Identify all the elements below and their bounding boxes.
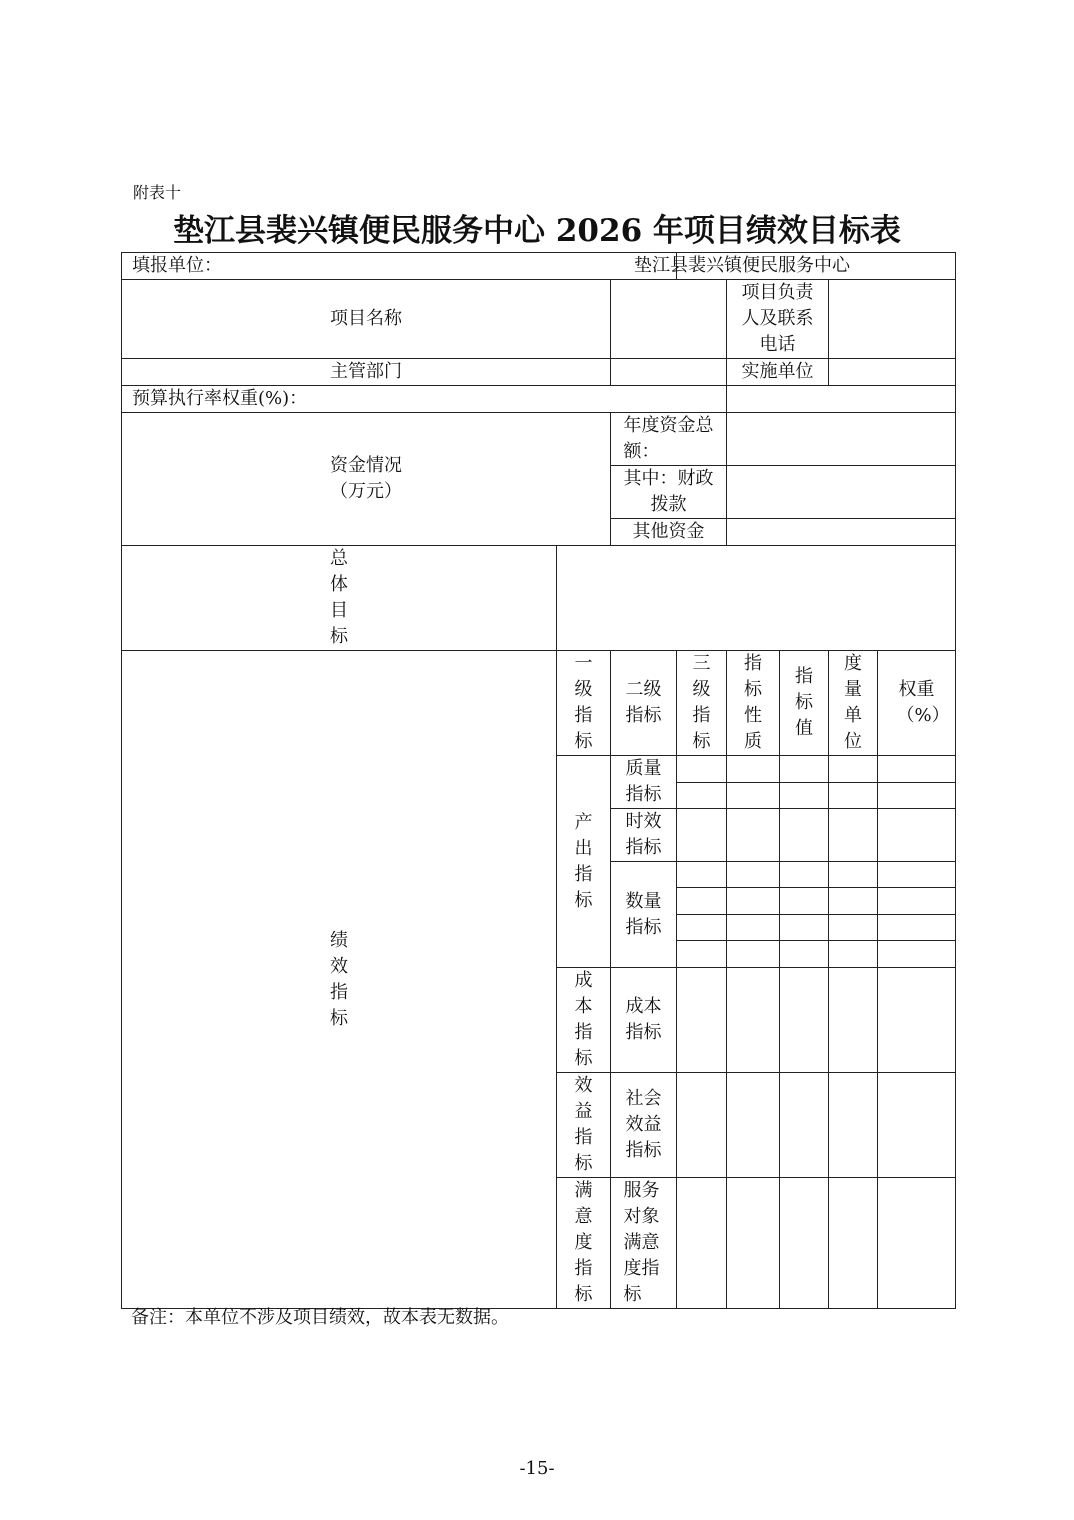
footnote: 备注：本单位不涉及项目绩效，故本表无数据。 [131, 1307, 509, 1328]
cell [677, 968, 727, 1073]
funds-total-value [727, 413, 956, 466]
funds-label: 资金情况（万元） [122, 413, 611, 546]
cell [878, 915, 956, 941]
page-number: -15- [519, 1458, 555, 1479]
cell [878, 941, 956, 968]
cost-indicator-label: 成本指标 [557, 968, 611, 1073]
cell [677, 915, 727, 941]
funds-fiscal-label: 其中：财政拨款 [611, 466, 727, 519]
cell [829, 968, 878, 1073]
cell [677, 862, 727, 888]
cell [829, 888, 878, 915]
budget-rate-value [727, 386, 956, 413]
cell [727, 968, 780, 1073]
satisfaction-indicator-label: 满意度指标 [557, 1178, 611, 1309]
header-unit: 度量单位 [829, 651, 878, 756]
cell [829, 862, 878, 888]
header-level2: 二级指标 [611, 651, 677, 756]
cell [727, 809, 780, 862]
overall-goal-label: 总体目标 [122, 546, 557, 651]
cell [780, 809, 829, 862]
header-level1: 一级指标 [557, 651, 611, 756]
cell [829, 1178, 878, 1309]
cell [780, 862, 829, 888]
cell [829, 756, 878, 783]
cell [677, 1073, 727, 1178]
cell [780, 1178, 829, 1309]
cell [780, 1073, 829, 1178]
social-benefit-indicator-label: 社会效益指标 [611, 1073, 677, 1178]
cell [878, 888, 956, 915]
impl-unit-label: 实施单位 [727, 359, 829, 386]
benefit-indicator-label: 效益指标 [557, 1073, 611, 1178]
funds-other-label: 其他资金 [611, 519, 727, 546]
timeliness-indicator-label: 时效指标 [611, 809, 677, 862]
cell [677, 756, 727, 783]
budget-rate-label: 预算执行率权重(%)： [122, 386, 727, 413]
cell [878, 809, 956, 862]
header-weight: 权重（%） [878, 651, 956, 756]
cell [677, 782, 727, 809]
funds-fiscal-value [727, 466, 956, 519]
cell [829, 915, 878, 941]
project-name-label: 项目名称 [122, 280, 611, 359]
cell [878, 1073, 956, 1178]
cell [727, 888, 780, 915]
header-value: 指标值 [780, 651, 829, 756]
cell [727, 1073, 780, 1178]
cell [829, 941, 878, 968]
cell [878, 968, 956, 1073]
cell [780, 756, 829, 783]
overall-goal-value [557, 546, 956, 651]
contact-label: 项目负责人及联系电话 [727, 280, 829, 359]
dept-label: 主管部门 [122, 359, 611, 386]
cell [829, 809, 878, 862]
cell [878, 1178, 956, 1309]
perf-label: 绩效指标 [122, 651, 557, 1309]
cell [780, 915, 829, 941]
cell [829, 782, 878, 809]
service-satisfaction-indicator-label: 服务对象满意度指标 [611, 1178, 677, 1309]
cell [677, 941, 727, 968]
cell [878, 756, 956, 783]
header-level3: 三级指标 [677, 651, 727, 756]
cell [878, 862, 956, 888]
cell [878, 782, 956, 809]
cell [677, 809, 727, 862]
cell [780, 888, 829, 915]
page-title: 垫江县裴兴镇便民服务中心 2026 年项目绩效目标表 [173, 213, 901, 249]
cell [677, 1178, 727, 1309]
funds-total-label: 年度资金总额： [611, 413, 727, 466]
dept-value [611, 359, 727, 386]
annex-label: 附表十 [133, 183, 182, 202]
cell [780, 968, 829, 1073]
cell [727, 941, 780, 968]
project-name-value [611, 280, 727, 359]
quantity-indicator-label: 数量指标 [611, 862, 677, 968]
cell [727, 1178, 780, 1309]
impl-unit-value [829, 359, 956, 386]
cell [829, 1073, 878, 1178]
quality-indicator-label: 质量指标 [611, 756, 677, 809]
funds-other-value [727, 519, 956, 546]
cell [727, 782, 780, 809]
contact-value [829, 280, 956, 359]
cell [780, 941, 829, 968]
cell [677, 888, 727, 915]
cell [727, 756, 780, 783]
cost-subindicator-label: 成本指标 [611, 968, 677, 1073]
cell [780, 782, 829, 809]
unit-value: 垫江县裴兴镇便民服务中心 [677, 253, 956, 280]
unit-label: 填报单位： [122, 253, 677, 280]
cell [727, 862, 780, 888]
cell [727, 915, 780, 941]
header-nature: 指标性质 [727, 651, 780, 756]
output-indicator-label: 产出指标 [557, 756, 611, 968]
performance-table [121, 252, 956, 1309]
